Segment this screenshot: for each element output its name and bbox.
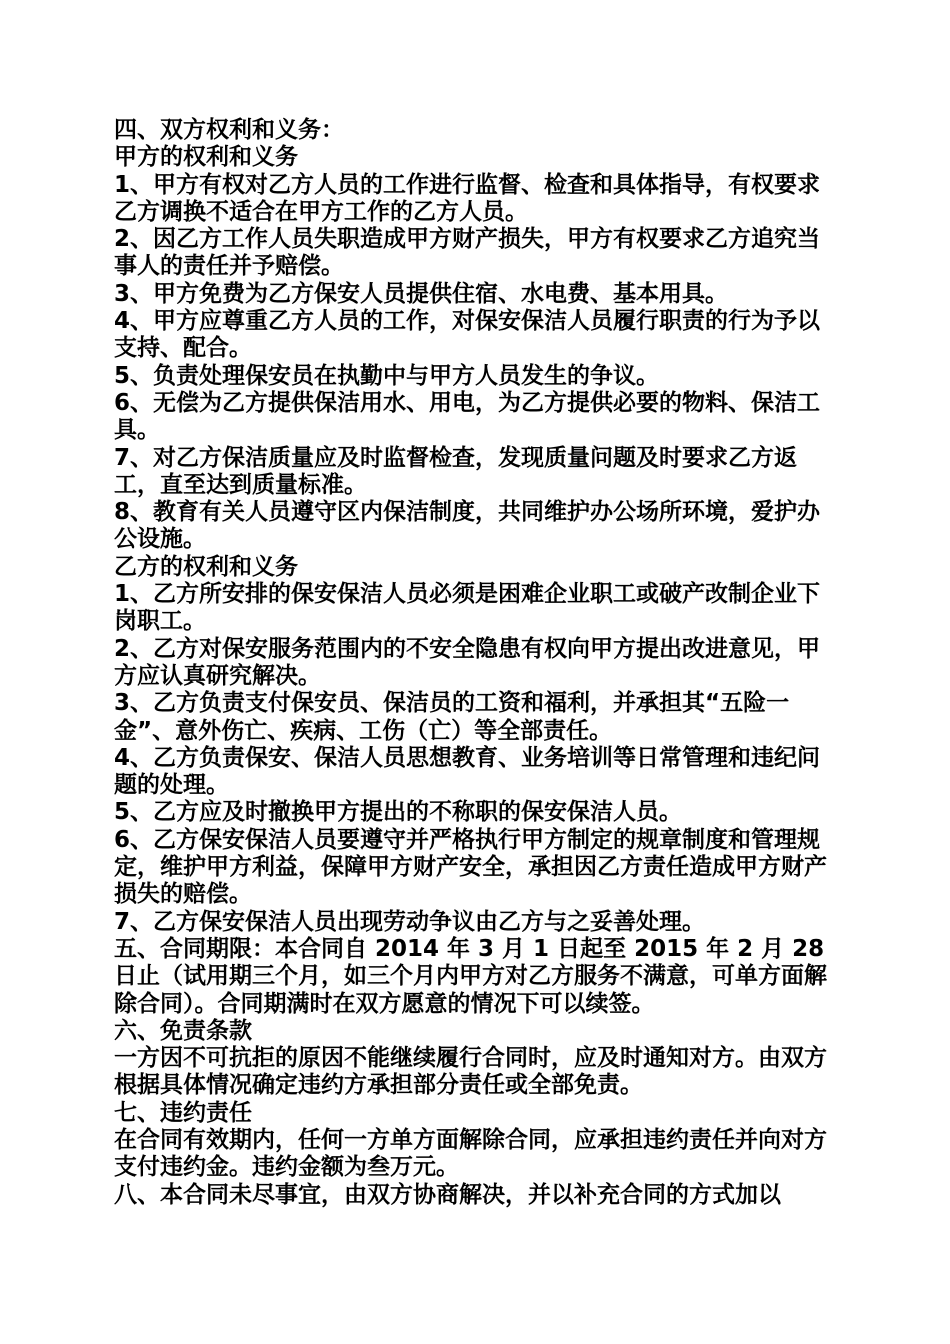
clause-a-7: 7、对乙方保洁质量应及时监督检查，发现质量问题及时要求乙方返工，直至达到质量标准。 (114, 444, 798, 498)
clause-a-4: 4、甲方应尊重乙方人员的工作，对保安保洁人员履行职责的行为予以支持、配合。 (114, 308, 821, 362)
section-heading-rights-obligations: 四、双方权利和义务： (114, 117, 344, 143)
section-contract-term: 五、合同期限：本合同自 2014 年 3 月 1 日起至 2015 年 2 月 28 日止（试用期三个月，如三个月内甲方对乙方服务不满意，可单方面解除合同）。合同期满时在双方愿意的情况下可以续签。 (114, 935, 827, 1017)
clause-a-8: 8、教育有关人员遵守区内保洁制度，共同维护办公场所环境，爱护办公设施。 (114, 499, 821, 553)
clause-a-1: 1、甲方有权对乙方人员的工作进行监督、检查和具体指导，有权要求乙方调换不适合在甲方工作的乙方人员。 (114, 171, 821, 225)
clause-b-2: 2、乙方对保安服务范围内的不安全隐患有权向甲方提出改进意见，甲方应认真研究解决。 (114, 635, 821, 689)
exemption-text: 一方因不可抗拒的原因不能继续履行合同时，应及时通知对方。由双方根据具体情况确定违约方承担部分责任或全部免责。 (114, 1045, 827, 1099)
clause-a-5: 5、负责处理保安员在执勤中与甲方人员发生的争议。 (114, 362, 660, 389)
clause-b-6: 6、乙方保安保洁人员要遵守并严格执行甲方制定的规章制度和管理规定，维护甲方利益，保障甲方财产安全，承担因乙方责任造成甲方财产损失的赔偿。 (114, 826, 827, 908)
section-miscellaneous: 八、本合同未尽事宜，由双方协商解决，并以补充合同的方式加以 (114, 1181, 781, 1208)
subheading-party-b: 乙方的权利和义务 (114, 553, 298, 580)
clause-b-7: 7、乙方保安保洁人员出现劳动争议由乙方与之妥善处理。 (114, 908, 706, 935)
subheading-party-a: 甲方的权利和义务 (114, 144, 298, 171)
clause-a-6: 6、无偿为乙方提供保洁用水、用电，为乙方提供必要的物料、保洁工具。 (114, 389, 821, 444)
breach-text: 在合同有效期内，任何一方单方面解除合同，应承担违约责任并向对方支付违约金。违约金额为叁万元。 (114, 1126, 827, 1181)
section-heading-breach: 七、违约责任 (114, 1099, 252, 1126)
clause-b-4: 4、乙方负责保安、保洁人员思想教育、业务培训等日常管理和违纪问题的处理。 (114, 744, 821, 799)
clause-b-1: 1、乙方所安排的保安保洁人员必须是困难企业职工或破产改制企业下岗职工。 (114, 581, 821, 635)
clause-b-5: 5、乙方应及时撤换甲方提出的不称职的保安保洁人员。 (114, 799, 683, 826)
document-body (114, 117, 836, 1209)
clause-b-3: 3、乙方负责支付保安员、保洁员的工资和福利，并承担其“五险一金”、意外伤亡、疾病、工伤（亡）等全部责任。 (114, 690, 790, 744)
clause-a-3: 3、甲方免费为乙方保安人员提供住宿、水电费、基本用具。 (114, 280, 729, 307)
clause-a-2: 2、因乙方工作人员失职造成甲方财产损失，甲方有权要求乙方追究当事人的责任并予赔偿。 (114, 226, 821, 280)
section-heading-exemption: 六、免责条款 (114, 1017, 252, 1044)
